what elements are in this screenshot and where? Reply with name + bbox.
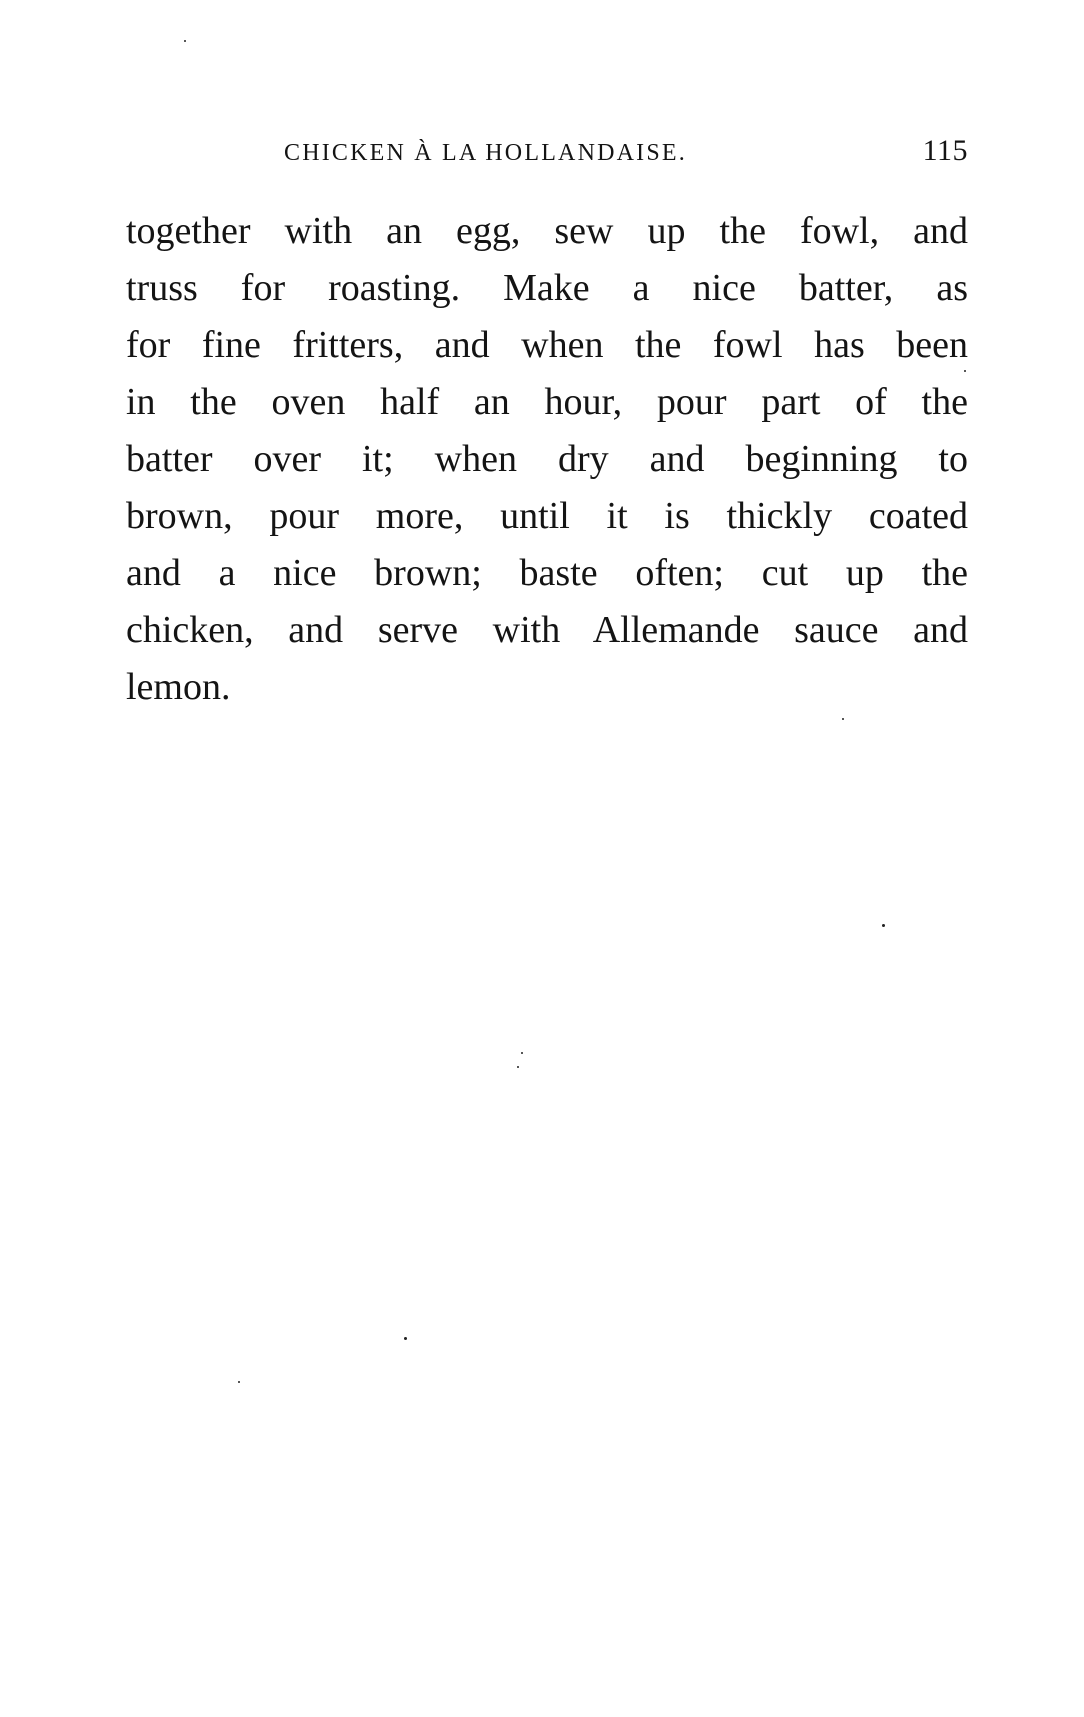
scan-speck: [842, 718, 844, 720]
scan-speck: [517, 1066, 519, 1068]
text-line: truss for roasting. Make a nice batter, as: [126, 267, 968, 309]
text-line: batter over it; when dry and beginning to: [126, 438, 968, 480]
chapter-heading: CHICKEN À LA HOLLANDAISE.: [284, 140, 687, 166]
text-line: and a nice brown; baste often; cut up the: [126, 552, 968, 594]
running-head: [126, 134, 968, 174]
page-number: 115: [922, 134, 968, 167]
text-line: brown, pour more, until it is thickly coated: [126, 495, 968, 537]
scan-speck: [238, 1381, 240, 1383]
text-line: for fine fritters, and when the fowl has been: [126, 324, 968, 366]
text-line: together with an egg, sew up the fowl, and: [126, 210, 968, 252]
scan-speck: [882, 924, 885, 927]
text-line: chicken, and serve with Allemande sauce and: [126, 609, 968, 651]
body-paragraph: [126, 203, 968, 716]
scan-speck: [521, 1052, 523, 1054]
scan-speck: [184, 40, 186, 42]
scan-speck: [964, 370, 966, 372]
text-line: lemon.: [126, 666, 231, 708]
scan-speck: [404, 1337, 407, 1340]
text-line: in the oven half an hour, pour part of the: [126, 381, 968, 423]
